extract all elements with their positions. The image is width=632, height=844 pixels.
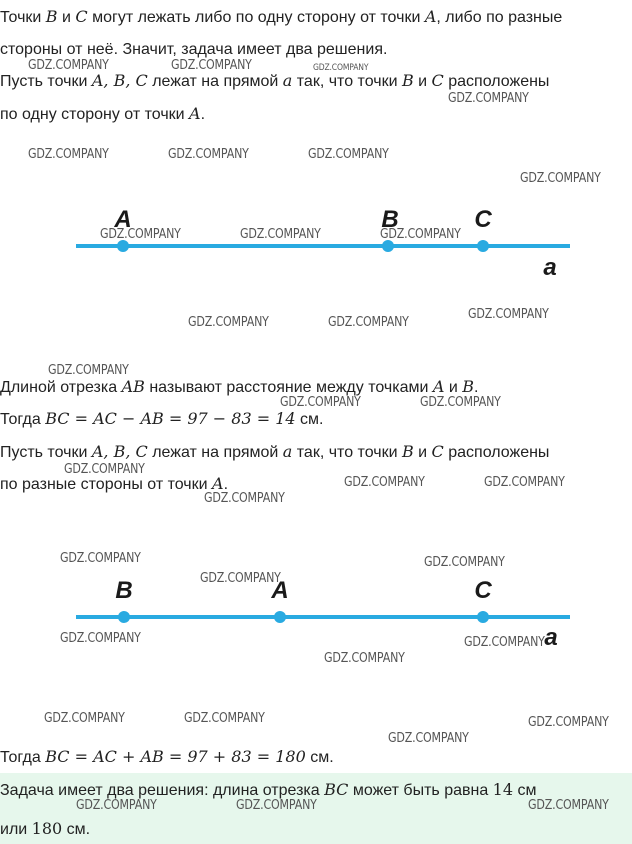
point-c [477, 611, 489, 623]
watermark: GDZ.COMPANY [236, 798, 317, 813]
watermark: GDZ.COMPANY [520, 171, 601, 186]
intro-line-2: стороны от неё. Значит, задача имеет два решения. [0, 41, 388, 58]
watermark: GDZ.COMPANY [448, 91, 529, 106]
point-c [477, 240, 489, 252]
watermark: GDZ.COMPANY [240, 227, 321, 242]
watermark: GDZ.COMPANY [280, 395, 361, 410]
intro-line-1: Точки B и C могут лежать либо по одну сторону от точки A, либо по разные [0, 7, 563, 26]
watermark: GDZ.COMPANY [468, 307, 549, 322]
watermark: GDZ.COMPANY [76, 798, 157, 813]
watermark: GDZ.COMPANY [528, 798, 609, 813]
watermark: GDZ.COMPANY [200, 571, 281, 586]
watermark: GDZ.COMPANY [171, 58, 252, 73]
case1-line-1: Пусть точки A, B, C лежат на прямой a так, что точки B и C расположены [0, 71, 550, 90]
watermark: GDZ.COMPANY [64, 462, 145, 477]
case2-line-2: по разные стороны от точки A. [0, 474, 229, 493]
point-b [382, 240, 394, 252]
watermark: GDZ.COMPANY [28, 58, 109, 73]
label-b: B [115, 577, 133, 604]
label-line-a: a [543, 254, 557, 281]
watermark: GDZ.COMPANY [44, 711, 125, 726]
label-a: A [271, 577, 289, 604]
watermark: GDZ.COMPANY [48, 363, 129, 378]
watermark: GDZ.COMPANY [28, 147, 109, 162]
label-c: C [474, 206, 492, 233]
watermark: GDZ.COMPANY [424, 555, 505, 570]
point-a [117, 240, 129, 252]
watermark: GDZ.COMPANY [528, 715, 609, 730]
calc2-line: Тогда BC = AC + AB = 97 + 83 = 180 см. [0, 747, 334, 766]
watermark: GDZ.COMPANY [328, 315, 409, 330]
watermark: GDZ.COMPANY [324, 651, 405, 666]
answer-box [0, 773, 632, 844]
definition-line: Длиной отрезка AB называют расстояние между точками A и B. [0, 377, 479, 396]
watermark: GDZ.COMPANY [184, 711, 265, 726]
point-a [274, 611, 286, 623]
watermark: GDZ.COMPANY [484, 475, 565, 490]
watermark: GDZ.COMPANY [308, 147, 389, 162]
watermark: GDZ.COMPANY [168, 147, 249, 162]
label-b: B [381, 206, 399, 233]
watermark: GDZ.COMPANY [388, 731, 469, 746]
watermark: GDZ.COMPANY [344, 475, 425, 490]
watermark: GDZ.COMPANY [204, 491, 285, 506]
label-c: C [474, 577, 492, 604]
case2-line-1: Пусть точки A, B, C лежат на прямой a так, что точки B и C расположены [0, 442, 550, 461]
diagram-opposite-sides [0, 566, 632, 656]
label-line-a: a [544, 624, 558, 651]
watermark: GDZ.COMPANY [100, 227, 181, 242]
watermark: GDZ.COMPANY [464, 635, 545, 650]
case1-line-2: по одну сторону от точки A. [0, 104, 206, 123]
watermark: GDZ.COMPANY [380, 227, 461, 242]
diagram-same-side [0, 195, 632, 285]
watermark: GDZ.COMPANY [313, 63, 369, 73]
watermark: GDZ.COMPANY [60, 631, 141, 646]
answer-line-1: Задача имеет два решения: длина отрезка BC может быть равна 14 см [0, 780, 537, 799]
watermark: GDZ.COMPANY [188, 315, 269, 330]
watermark: GDZ.COMPANY [420, 395, 501, 410]
point-b [118, 611, 130, 623]
label-a: A [114, 206, 132, 233]
answer-line-2: или 180 см. [0, 819, 91, 838]
calc1-line: Тогда BC = AC − AB = 97 − 83 = 14 см. [0, 409, 324, 428]
watermark: GDZ.COMPANY [60, 551, 141, 566]
